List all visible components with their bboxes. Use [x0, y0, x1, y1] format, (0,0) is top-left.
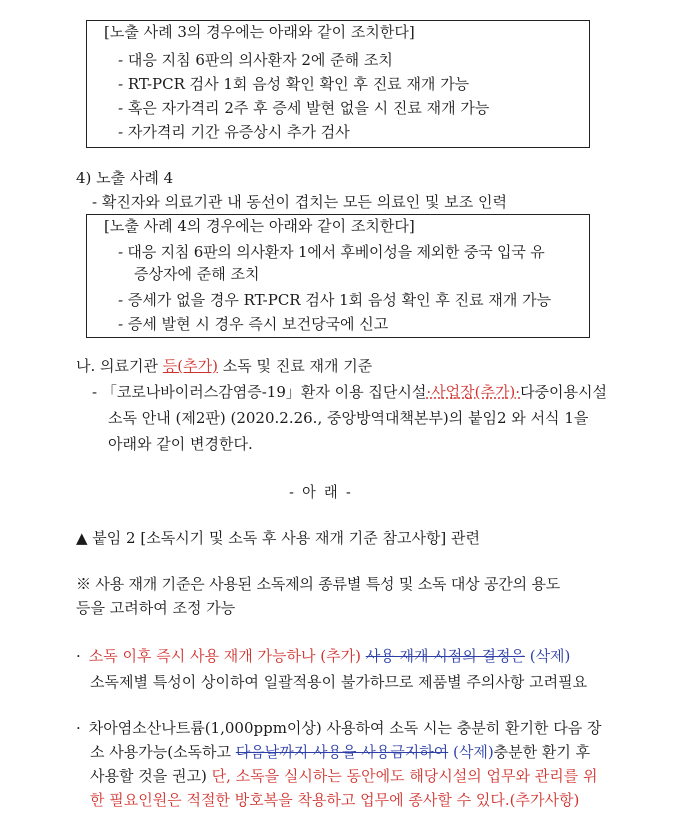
- section-na-line-3: 아래와 같이 변경한다.: [108, 435, 253, 453]
- bullet-2-line-1: · 차아염소산나트륨(1,000ppm이상) 사용하여 소독 시는 충분히 환기한 다음 장: [76, 719, 602, 737]
- bullet-dot: ·: [76, 719, 81, 737]
- bullet-1-line-2: 소독제별 특성이 상이하여 일괄적용이 불가하므로 제품별 주의사항 고려필요: [90, 673, 588, 691]
- case3-box-title: [노출 사례 3의 경우에는 아래와 같이 조치한다]: [104, 23, 415, 41]
- below-marker: - 아 래 -: [289, 483, 351, 501]
- bullet-2-line-2: 소 사용가능(소독하고 다음날까지 사용을 사용금지하여 (삭제)충분한 환기 후: [90, 743, 591, 761]
- added-text: 소독 이후 즉시 사용 재개 가능하나 (추가): [88, 647, 361, 665]
- case3-item-3: - 혹은 자가격리 2주 후 증세 발현 없을 시 진료 재개 가능: [118, 99, 490, 117]
- bullet-1-line-1: [76, 646, 570, 666]
- section-na-heading: 나. 의료기관 등(추가) 소독 및 진료 재개 기준: [76, 357, 373, 375]
- deleted-marker: (삭제): [529, 647, 571, 665]
- added-text: 등(추가): [162, 357, 218, 375]
- deleted-text: 사용 재개 시점의 결정은: [365, 647, 525, 665]
- added-text: 단, 소독을 실시하는 동안에도 해당시설의 업무와 관리를 위: [211, 767, 598, 785]
- case4-box-title: [노출 사례 4의 경우에는 아래와 같이 조치한다]: [104, 217, 415, 235]
- case3-item-4: - 자가격리 기간 유증상시 추가 검사: [118, 123, 350, 141]
- case4-item-1-cont: 증상자에 준해 조치: [134, 265, 260, 283]
- deleted-text: 다음날까지 사용을 사용금지하여: [235, 743, 449, 761]
- section-na-line-1: - 「코로나바이러스감염증-19」환자 이용 집단시설·사업장(추가)·다중이용시설: [92, 383, 608, 401]
- deleted-marker: (삭제): [448, 743, 494, 761]
- note-line-2: 등을 고려하여 조정 가능: [76, 599, 236, 617]
- section-na-line-2: 소독 안내 (제2판) (2020.2.26., 중앙방역대책본부)의 붙임2 와 서식 1을: [108, 409, 589, 427]
- bullet-2-line-3: 사용할 것을 권고) 단, 소독을 실시하는 동안에도 해당시설의 업무와 관리를 위: [90, 767, 598, 785]
- case4-heading: 4) 노출 사례 4: [76, 169, 174, 187]
- case4-item-2: - 증세가 없을 경우 RT-PCR 검사 1회 음성 확인 후 진료 재개 가능: [118, 291, 552, 309]
- case4-item-1: - 대응 지침 6판의 의사환자 1에서 후베이성을 제외한 중국 입국 유: [118, 243, 545, 261]
- bullet-2-line-4: 한 필요인원은 적절한 방호복을 착용하고 업무에 종사할 수 있다.(추가사항): [90, 791, 580, 809]
- case4-item-3: - 증세 발현 시 경우 즉시 보건당국에 신고: [118, 315, 389, 333]
- case3-item-1: - 대응 지침 6판의 의사환자 2에 준해 조치: [118, 51, 393, 69]
- note-line-1: ※ 사용 재개 기준은 사용된 소독제의 종류별 특성 및 소독 대상 공간의 용도: [76, 575, 561, 593]
- attachment-heading: ▲ 붙임 2 [소독시기 및 소독 후 사용 재개 기준 참고사항] 관련: [76, 529, 481, 547]
- case4-description: - 확진자와 의료기관 내 동선이 겹치는 모든 의료인 및 보조 인력: [92, 193, 508, 211]
- bullet-dot: ·: [76, 647, 81, 665]
- added-workplace: ·사업장(추가)·: [426, 383, 521, 401]
- case3-item-2: - RT-PCR 검사 1회 음성 확인 확인 후 진료 재개 가능: [118, 75, 470, 93]
